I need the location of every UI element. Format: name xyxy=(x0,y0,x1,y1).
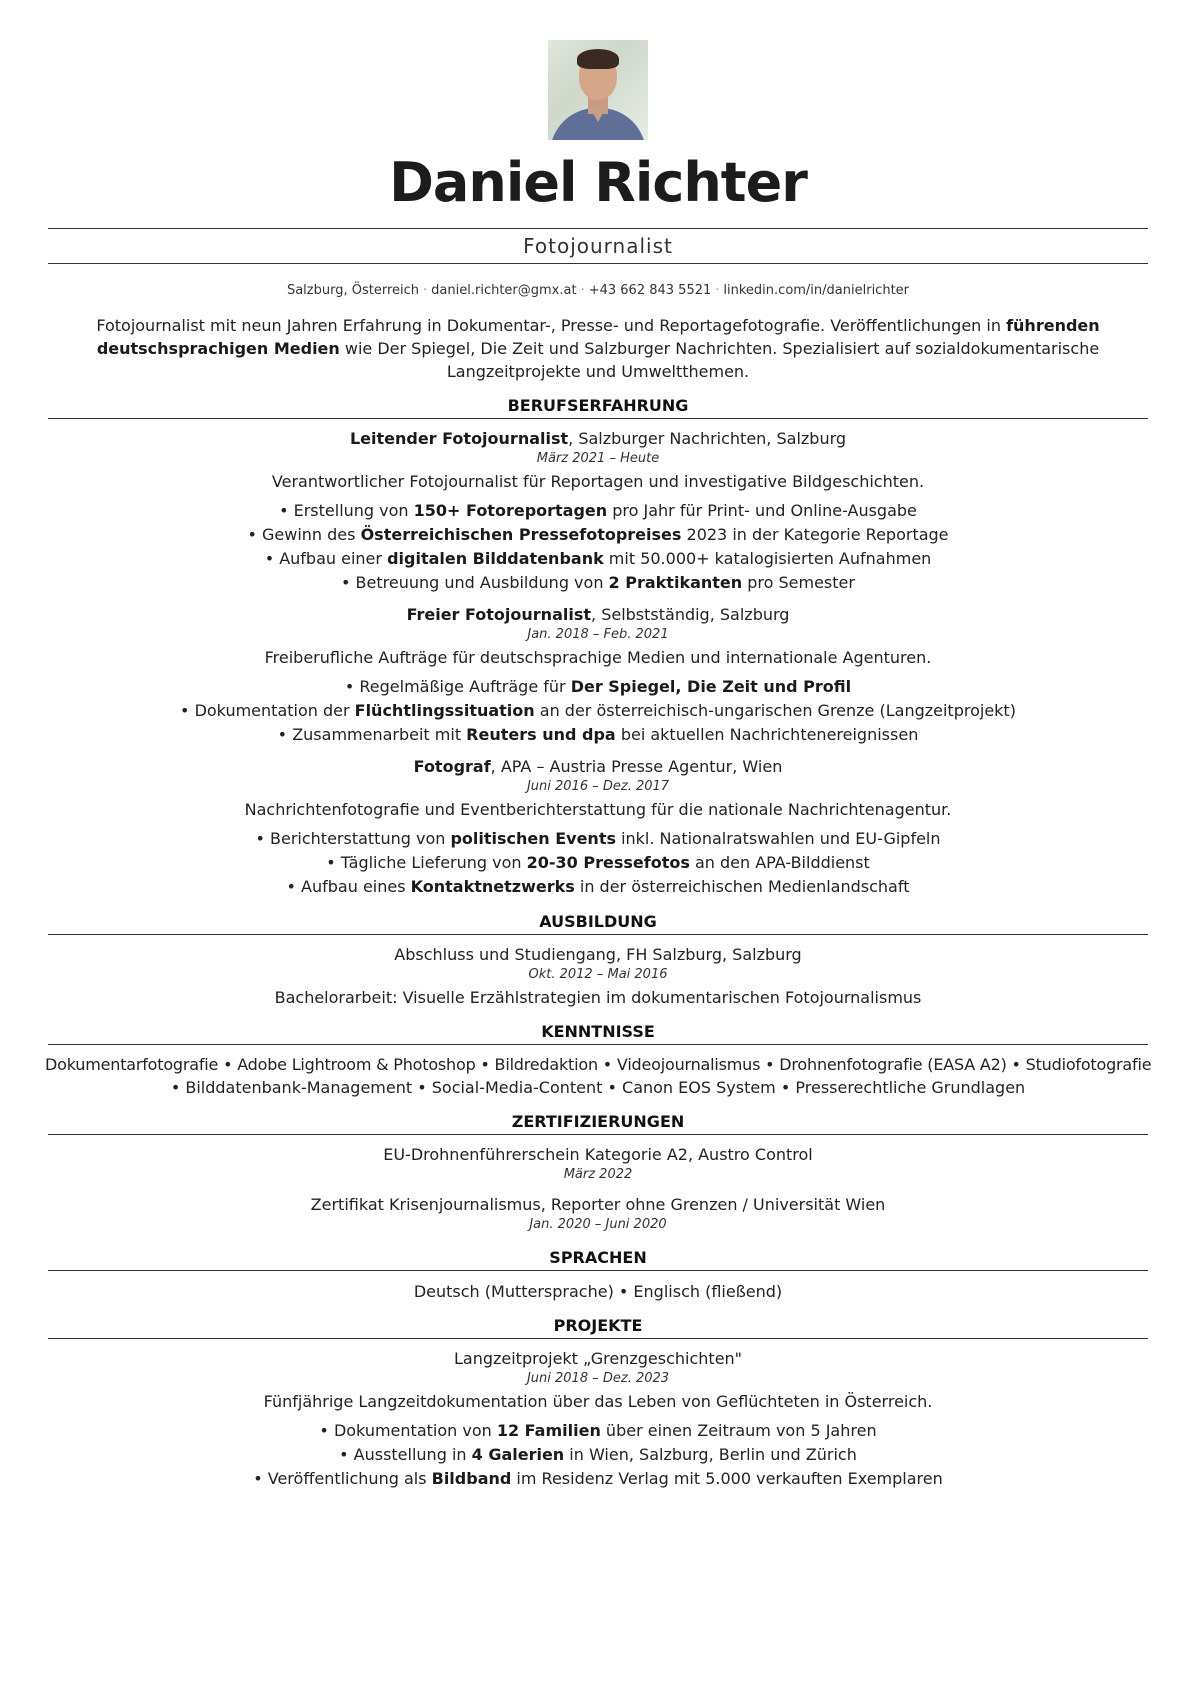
bold-text: digitalen Bilddatenbank xyxy=(387,549,604,568)
entry-title xyxy=(48,428,1148,449)
text-segment: über einen Zeitraum von 5 Jahren xyxy=(600,1421,877,1440)
bold-text: 150+ Fotoreportagen xyxy=(413,501,608,520)
entry-date: Jan. 2018 – Feb. 2021 xyxy=(527,627,669,642)
section-heading-projects: PROJEKTE xyxy=(48,1315,1148,1339)
experience-entry xyxy=(48,604,1148,747)
project-entry xyxy=(48,1348,1148,1491)
bullet-item xyxy=(48,675,1148,699)
entry-title: Langzeitprojekt „Grenzgeschichten" xyxy=(453,1349,743,1368)
bullet-item xyxy=(48,851,1148,875)
section-heading-skills: KENNTNISSE xyxy=(48,1021,1148,1045)
text-segment: • Aufbau einer xyxy=(264,549,388,568)
entry-title: Abschluss und Studiengang, FH Salzburg, Salzburg xyxy=(394,945,802,964)
subtitle-band xyxy=(48,228,1148,264)
bullet-item xyxy=(48,499,1148,523)
resume-page xyxy=(45,0,1152,1491)
bullet-item xyxy=(48,875,1148,899)
education-entry xyxy=(48,944,1148,1009)
entry-role: Fotograf xyxy=(413,757,491,776)
text-segment: in der österreichischen Medienlandschaft xyxy=(574,877,910,896)
entry-title xyxy=(48,756,1148,777)
section-heading-certifications: ZERTIFIZIERUNGEN xyxy=(48,1111,1148,1135)
contact-line xyxy=(48,282,1148,300)
bold-text: politischen Events xyxy=(450,829,616,848)
entry-title: EU-Drohnenführerschein Kategorie A2, Austro Control xyxy=(383,1145,813,1164)
contact-separator: · xyxy=(580,283,585,298)
bullet-item xyxy=(48,547,1148,571)
text-segment: • Regelmäßige Aufträge für xyxy=(344,677,571,696)
text-segment: an den APA-Bilddienst xyxy=(689,853,870,872)
entry-description: Freiberufliche Aufträge für deutschsprachige Medien und internationale Agenturen. xyxy=(264,648,932,667)
section-heading-languages: SPRACHEN xyxy=(48,1247,1148,1271)
text-segment: im Residenz Verlag mit 5.000 verkauften Exemplaren xyxy=(511,1469,943,1488)
entry-title xyxy=(48,604,1148,625)
bullet-item xyxy=(48,1467,1148,1491)
bold-text: 12 Familien xyxy=(496,1421,601,1440)
bold-text: 20-30 Pressefotos xyxy=(526,853,690,872)
entry-description: Bachelorarbeit: Visuelle Erzählstrategien im dokumentarischen Fotojournalismus xyxy=(274,988,922,1007)
contact-location: Salzburg, Österreich xyxy=(286,283,420,298)
text-segment: • Dokumentation von xyxy=(319,1421,497,1440)
skills-line: Dokumentarfotografie • Adobe Lightroom & Photoshop • Bildredaktion • Videojournalismus • Drohnenfotografie (EASA A2) • Studiofotografie xyxy=(45,1055,1152,1074)
entry-date: Okt. 2012 – Mai 2016 xyxy=(528,967,668,982)
candidate-name: Daniel Richter xyxy=(389,151,807,214)
text-segment: • Dokumentation der xyxy=(180,701,355,720)
text-segment: an der österreichisch-ungarischen Grenze (Langzeitprojekt) xyxy=(534,701,1016,720)
bold-text: Kontaktnetzwerks xyxy=(410,877,575,896)
entry-description: Verantwortlicher Fotojournalist für Reportagen und investigative Bildgeschichten. xyxy=(271,472,925,491)
text-segment: • Tägliche Lieferung von xyxy=(326,853,527,872)
text-segment: bei aktuellen Nachrichtenereignissen xyxy=(615,725,919,744)
entry-bullets xyxy=(48,499,1148,595)
entry-date: März 2022 xyxy=(563,1167,633,1182)
entry-date: März 2021 – Heute xyxy=(536,451,660,466)
bold-text: führenden deutschsprachigen Medien xyxy=(96,316,1100,358)
bullet-item xyxy=(48,523,1148,547)
contact-linkedin[interactable]: linkedin.com/in/danielrichter xyxy=(723,283,910,298)
languages-list: Deutsch (Muttersprache) • Englisch (fließend) xyxy=(413,1282,783,1301)
skills-list xyxy=(45,1053,1152,1099)
experience-entry xyxy=(48,428,1148,595)
entry-date: Juni 2016 – Dez. 2017 xyxy=(526,779,670,794)
text-segment: • Betreuung und Ausbildung von xyxy=(341,573,609,592)
text-segment: pro Jahr für Print- und Online-Ausgabe xyxy=(607,501,917,520)
entry-employer: , Salzburger Nachrichten, Salzburg xyxy=(568,429,847,448)
text-segment: mit 50.000+ katalogisierten Aufnahmen xyxy=(603,549,932,568)
bullet-item xyxy=(48,827,1148,851)
entry-employer: , APA – Austria Presse Agentur, Wien xyxy=(490,757,783,776)
contact-phone[interactable]: +43 662 843 5521 xyxy=(588,283,712,298)
section-heading-experience: BERUFSERFAHRUNG xyxy=(48,395,1148,419)
bullet-item xyxy=(48,1419,1148,1443)
entry-description: Fünfjährige Langzeitdokumentation über das Leben von Geflüchteten in Österreich. xyxy=(263,1392,933,1411)
bold-text: Bildband xyxy=(431,1469,512,1488)
entry-bullets xyxy=(48,1419,1148,1491)
contact-separator: · xyxy=(715,283,720,298)
text-segment: Fotojournalist mit neun Jahren Erfahrung in Dokumentar-, Presse- und Reportagefotografie. Veröffentlichungen in xyxy=(96,316,1007,335)
text-segment: • Gewinn des xyxy=(247,525,361,544)
profile-summary xyxy=(48,314,1148,383)
experience-entry xyxy=(48,756,1148,899)
entry-role: Leitender Fotojournalist xyxy=(349,429,569,448)
bold-text: Österreichischen Pressefotopreises xyxy=(360,525,682,544)
text-segment: • Berichterstattung von xyxy=(255,829,451,848)
text-segment: • Veröffentlichung als xyxy=(253,1469,432,1488)
bullet-item xyxy=(48,699,1148,723)
contact-email[interactable]: daniel.richter@gmx.at xyxy=(431,283,577,298)
text-segment: inkl. Nationalratswahlen und EU-Gipfeln xyxy=(615,829,941,848)
bullet-item xyxy=(48,1443,1148,1467)
bullet-item xyxy=(48,571,1148,595)
job-title: Fotojournalist xyxy=(523,234,673,258)
text-segment: wie Der Spiegel, Die Zeit und Salzburger Nachrichten. Spezialisiert auf sozialdokumentarische Langzeitprojekte und Umweltthemen. xyxy=(339,339,1100,381)
entry-description: Nachrichtenfotografie und Eventberichterstattung für die nationale Nachrichtenagentur. xyxy=(244,800,952,819)
entry-date: Juni 2018 – Dez. 2023 xyxy=(526,1371,670,1386)
certification-entry xyxy=(48,1144,1148,1185)
text-segment: in Wien, Salzburg, Berlin und Zürich xyxy=(564,1445,857,1464)
text-segment: • Aufbau eines xyxy=(286,877,411,896)
text-segment: 2023 in der Kategorie Reportage xyxy=(681,525,949,544)
bold-text: 2 Praktikanten xyxy=(608,573,743,592)
text-segment: • Erstellung von xyxy=(279,501,414,520)
skills-line: • Bilddatenbank-Management • Social-Media-Content • Canon EOS System • Presserechtliche Grundlagen xyxy=(170,1078,1026,1097)
entry-role: Freier Fotojournalist xyxy=(406,605,592,624)
entry-bullets xyxy=(48,827,1148,899)
certification-entry xyxy=(48,1194,1148,1235)
bold-text: Reuters und dpa xyxy=(466,725,616,744)
bold-text: Flüchtlingssituation xyxy=(354,701,535,720)
text-segment: pro Semester xyxy=(742,573,855,592)
entry-bullets xyxy=(48,675,1148,747)
entry-employer: , Selbstständig, Salzburg xyxy=(591,605,790,624)
entry-date: Jan. 2020 – Juni 2020 xyxy=(529,1217,667,1232)
bold-text: 4 Galerien xyxy=(471,1445,565,1464)
entry-title: Zertifikat Krisenjournalismus, Reporter ohne Grenzen / Universität Wien xyxy=(310,1195,886,1214)
text-segment: • Zusammenarbeit mit xyxy=(277,725,467,744)
text-segment: • Ausstellung in xyxy=(339,1445,472,1464)
profile-photo xyxy=(548,40,648,140)
contact-separator: · xyxy=(423,283,428,298)
bold-text: Der Spiegel, Die Zeit und Profil xyxy=(570,677,852,696)
section-heading-education: AUSBILDUNG xyxy=(48,911,1148,935)
bullet-item xyxy=(48,723,1148,747)
